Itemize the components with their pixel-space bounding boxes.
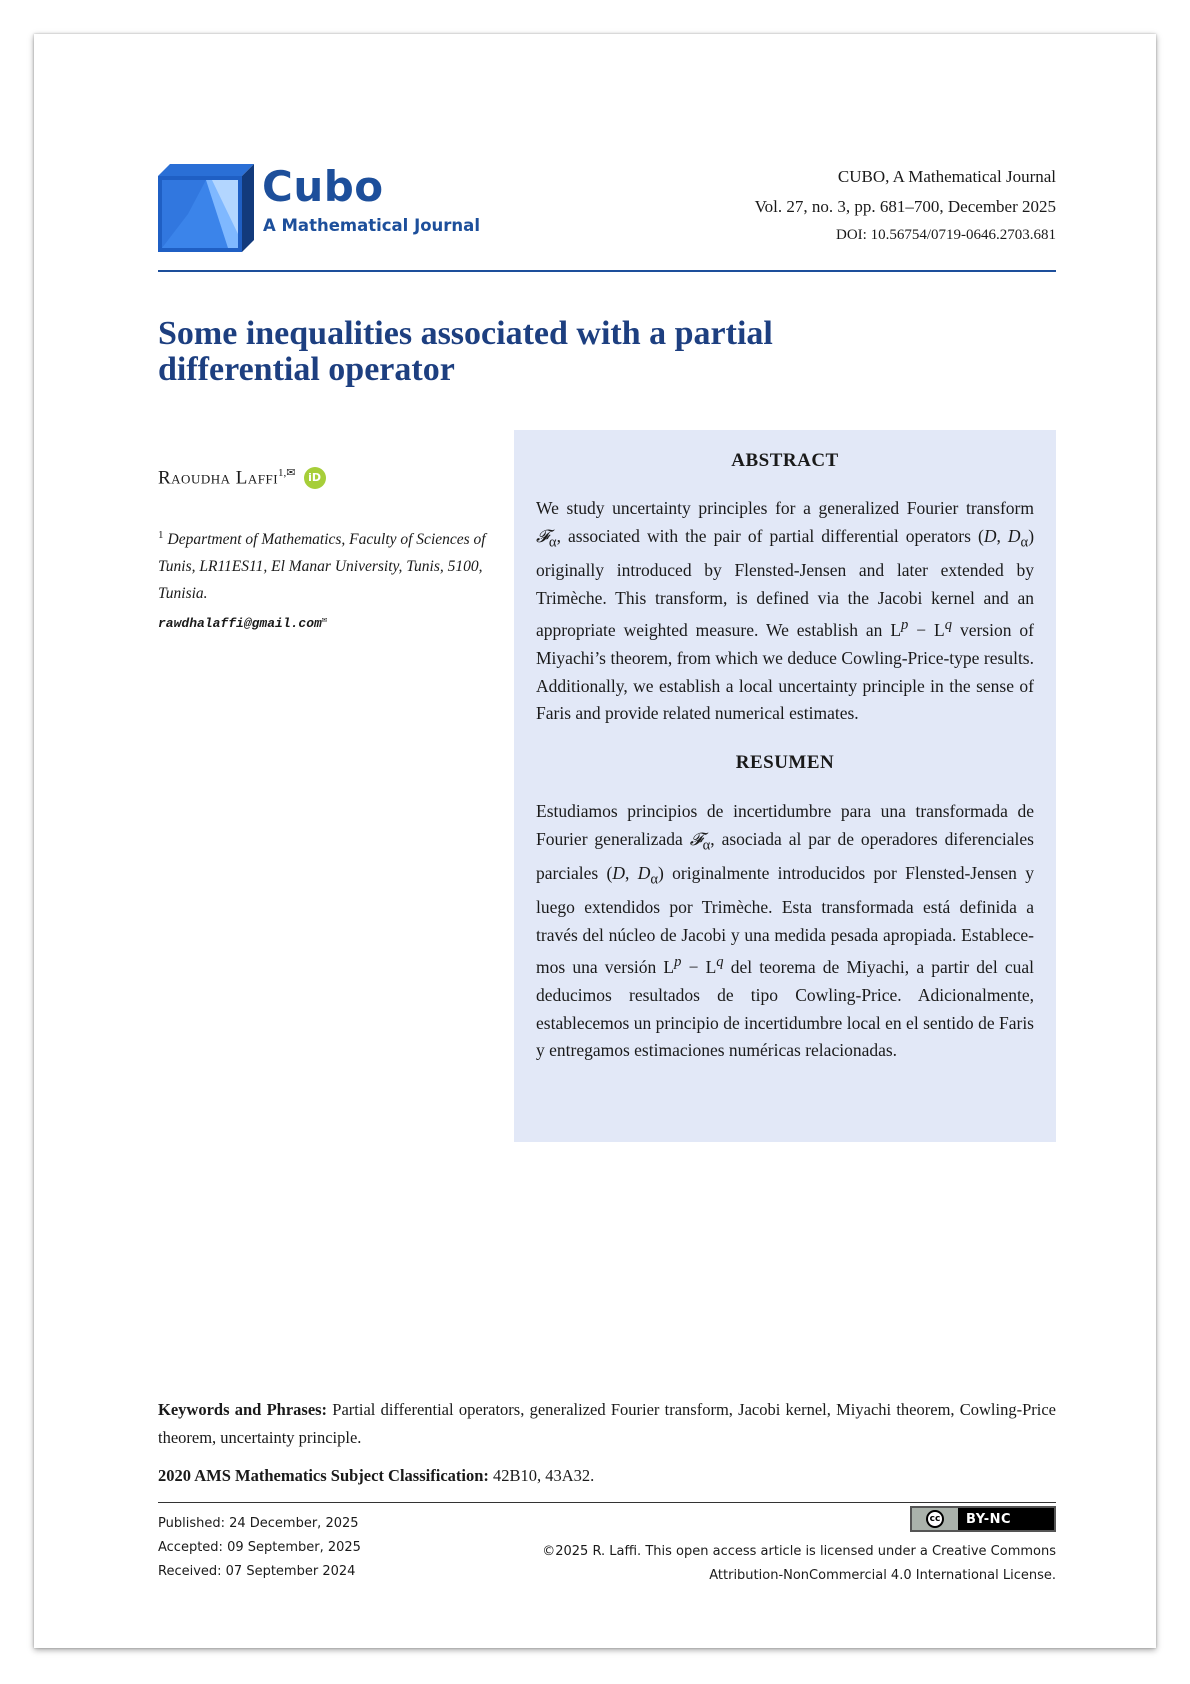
paper-title: Some inequalities associated with a partial differential operator (158, 315, 773, 388)
volume-line: Vol. 27, no. 3, pp. 681–700, December 2025 (754, 197, 1056, 216)
published-date: Published: 24 December, 2025 (158, 1516, 359, 1531)
affiliation-text: Department of Mathematics, Faculty of Sciences of Tunis, LR11ES11, El Manar University, Tunis, 5100, Tunisia. (158, 531, 486, 603)
abstract-box (514, 430, 1056, 1142)
journal-name: CUBO, A Mathematical Journal (837, 167, 1056, 186)
doi-link[interactable]: DOI: 10.56754/0719-0646.2703.681 (836, 227, 1056, 243)
affiliation (158, 522, 488, 637)
received-date: Received: 07 September 2024 (158, 1564, 356, 1579)
abstract-text: We study uncertainty principles for a generalized Fourier transform 𝓕$_\alpha$, associated with the pair of partial differential operators (D, $D_\alpha$) originally introduced by Flensted-Jensen and later extended by Trimèche. This transform, is defined via the Jacobi kernel and an appropriate weighted measure. We establish an $L^p - L^q$ version of Miyachi’s theorem, from which we deduce Cowling-Price-type results. Additionally, we establish a local uncertainty principle in the sense of Faris and provide related numerical estimates. (536, 498, 1035, 724)
footer-divider (158, 1502, 1056, 1503)
author-line (158, 466, 326, 489)
msc-label: 2020 AMS Mathematics Subject Classification: (158, 1466, 489, 1485)
publication-dates (158, 1512, 361, 1584)
author-email[interactable]: rawdhalaffi@gmail.com✉ (158, 615, 328, 632)
header-divider (158, 270, 1056, 272)
author-superscript: 1,✉ (278, 467, 296, 479)
msc-classification (158, 1466, 594, 1486)
orcid-icon[interactable]: iD (304, 467, 326, 489)
keywords-text: Partial differential operators, generalized Fourier transform, Jacobi kernel, Miyachi theorem, Cowling-Price theorem, uncertainty principle. (158, 1400, 1056, 1447)
accepted-date: Accepted: 09 September, 2025 (158, 1540, 361, 1555)
journal-info (755, 162, 1056, 248)
cc-badge-text: BY-NC (966, 1511, 1012, 1527)
cube-logo-icon (158, 164, 256, 254)
license-line-2[interactable]: Attribution-NonCommercial 4.0 International License. (709, 1568, 1056, 1583)
affiliation-number: 1 (158, 529, 164, 541)
paper-page (34, 34, 1156, 1648)
abstract-heading: ABSTRACT (731, 450, 839, 471)
author-name: Raoudha Laffi (158, 467, 279, 489)
license-line-1: ©2025 R. Laffi. This open access article is licensed under a Creative Commons (542, 1544, 1056, 1559)
resumen-text: Estudiamos principios de incertidumbre para una transformada de Fourier generalizada 𝓕$_\alpha$, asociada al par de operadores diferenciales parciales (D, $D_\alpha$) originalmente introducidos por Flensted-Jensen y luego extendidos por Trimèche. Esta transformada está definida a través del núcleo de Jacobi y una medida pesada apropiada. Establecemos una versión $L^p - L^q$ del teorema de Miyachi, a partir del cual deducimos resultados de tipo Cowling-Price. Adicionalmente, establecemos un principio de incertidumbre local en el sentido de Faris y entregamos estimaciones numéricas relacionadas. (536, 800, 1035, 1061)
email-icon: ✉ (321, 615, 328, 626)
logo-subtitle: A Mathematical Journal (263, 216, 480, 235)
msc-codes: 42B10, 43A32. (493, 1466, 595, 1485)
cc-license-badge[interactable] (910, 1506, 1056, 1532)
resumen-heading: RESUMEN (735, 751, 835, 773)
keywords-label: Keywords and Phrases: (158, 1400, 328, 1419)
logo-title: Cubo (262, 162, 384, 211)
journal-logo[interactable] (158, 164, 488, 254)
cc-icon: cc (926, 1510, 944, 1528)
keywords (158, 1396, 1056, 1452)
license-text (542, 1540, 1056, 1588)
